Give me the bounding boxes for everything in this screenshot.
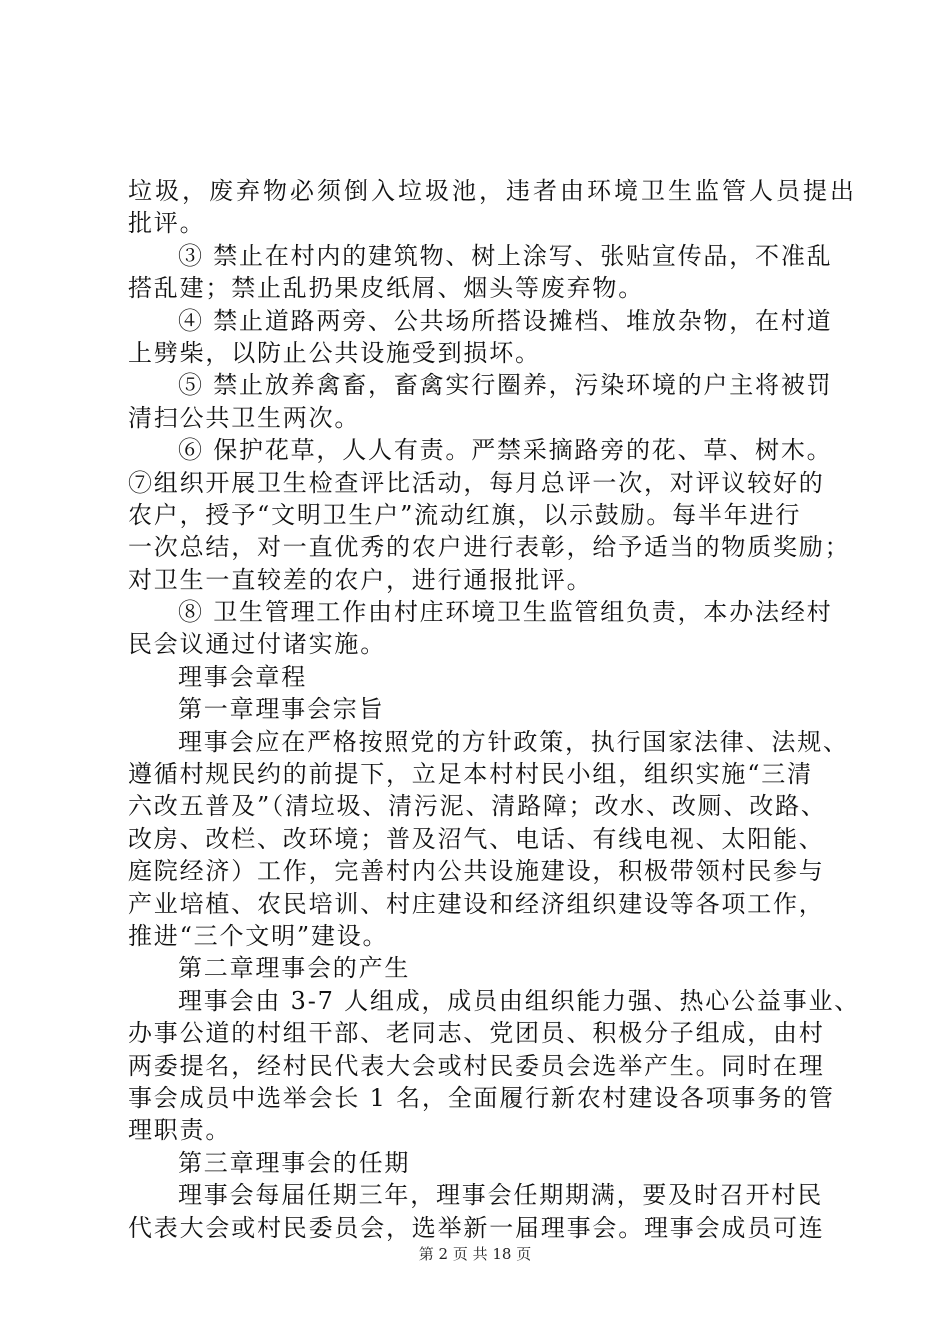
text-line: 庭院经济）工作，完善村内公共设施建设，积极带领村民参与 (128, 857, 825, 886)
text-line: 遵循村规民约的前提下，立足本村村民小组，组织实施“三清 (128, 760, 813, 789)
text-line: 产业培植、农民培训、村庄建设和经济组织建设等各项工作， (128, 889, 825, 918)
text-line: 事会成员中选举会长 1 名，全面履行新农村建设各项事务的管 (128, 1083, 835, 1112)
chapter-heading: 第三章理事会的任期 (178, 1148, 411, 1177)
text-line: 垃圾，废弃物必须倒入垃圾池，违者由环境卫生监管人员提出 (128, 177, 857, 205)
text-line: 六改五普及”（清垃圾、清污泥、清路障；改水、改厕、改路、 (128, 792, 827, 821)
chapter-heading: 第一章理事会宗旨 (178, 695, 385, 724)
text-line: ⑤ 禁止放养禽畜，畜禽实行圈养，污染环境的户主将被罚 (178, 371, 833, 400)
chapter-heading: 第二章理事会的产生 (178, 954, 411, 983)
text-line: ④ 禁止道路两旁、公共场所搭设摊档、堆放杂物，在村道 (178, 306, 833, 335)
text-line: 一次总结，对一直优秀的农户进行表彰，给予适当的物质奖励； (128, 533, 851, 562)
text-line: 搭乱建；禁止乱扔果皮纸屑、烟头等废弃物。 (128, 274, 644, 303)
text-line: 批评。 (128, 209, 206, 238)
text-line: 民会议通过付诸实施。 (128, 630, 386, 659)
text-line: 清扫公共卫生两次。 (128, 403, 361, 432)
text-line: 代表大会或村民委员会，选举新一届理事会。理事会成员可连 (128, 1213, 825, 1242)
text-line: 上劈柴，以防止公共设施受到损坏。 (128, 338, 541, 367)
page-footer: 第 2 页 共 18 页 (418, 1245, 532, 1263)
document-body (128, 175, 861, 1244)
text-line: 理事会每届任期三年，理事会任期期满，要及时召开村民 (178, 1181, 823, 1210)
text-line: ⑧ 卫生管理工作由村庄环境卫生监管组负责，本办法经村 (178, 598, 833, 627)
text-line: 理职责。 (128, 1116, 232, 1145)
text-line: 理事会由 3-7 人组成，成员由组织能力强、热心公益事业、 (178, 986, 861, 1015)
text-line: 对卫生一直较差的农户，进行通报批评。 (128, 565, 593, 594)
text-line: ③ 禁止在村内的建筑物、树上涂写、张贴宣传品，不准乱 (178, 241, 833, 270)
section-heading: 理事会章程 (178, 662, 307, 691)
text-line: ⑦组织开展卫生检查评比活动，每月总评一次，对评议较好的 (128, 468, 825, 497)
text-line: 两委提名，经村民代表大会或村民委员会选举产生。同时在理 (128, 1051, 825, 1080)
text-line: 理事会应在严格按照党的方针政策，执行国家法律、法规、 (178, 727, 849, 756)
text-line: ⑥ 保护花草，人人有责。严禁采摘路旁的花、草、树木。 (178, 436, 833, 465)
text-line: 办事公道的村组干部、老同志、党团员、积极分子组成，由村 (128, 1019, 825, 1048)
text-line: 改房、改栏、改环境；普及沼气、电话、有线电视、太阳能、 (128, 824, 825, 853)
text-line: 农户，授予“文明卫生户”流动红旗，以示鼓励。每半年进行 (128, 500, 802, 529)
text-line: 推进“三个文明”建设。 (128, 921, 389, 950)
